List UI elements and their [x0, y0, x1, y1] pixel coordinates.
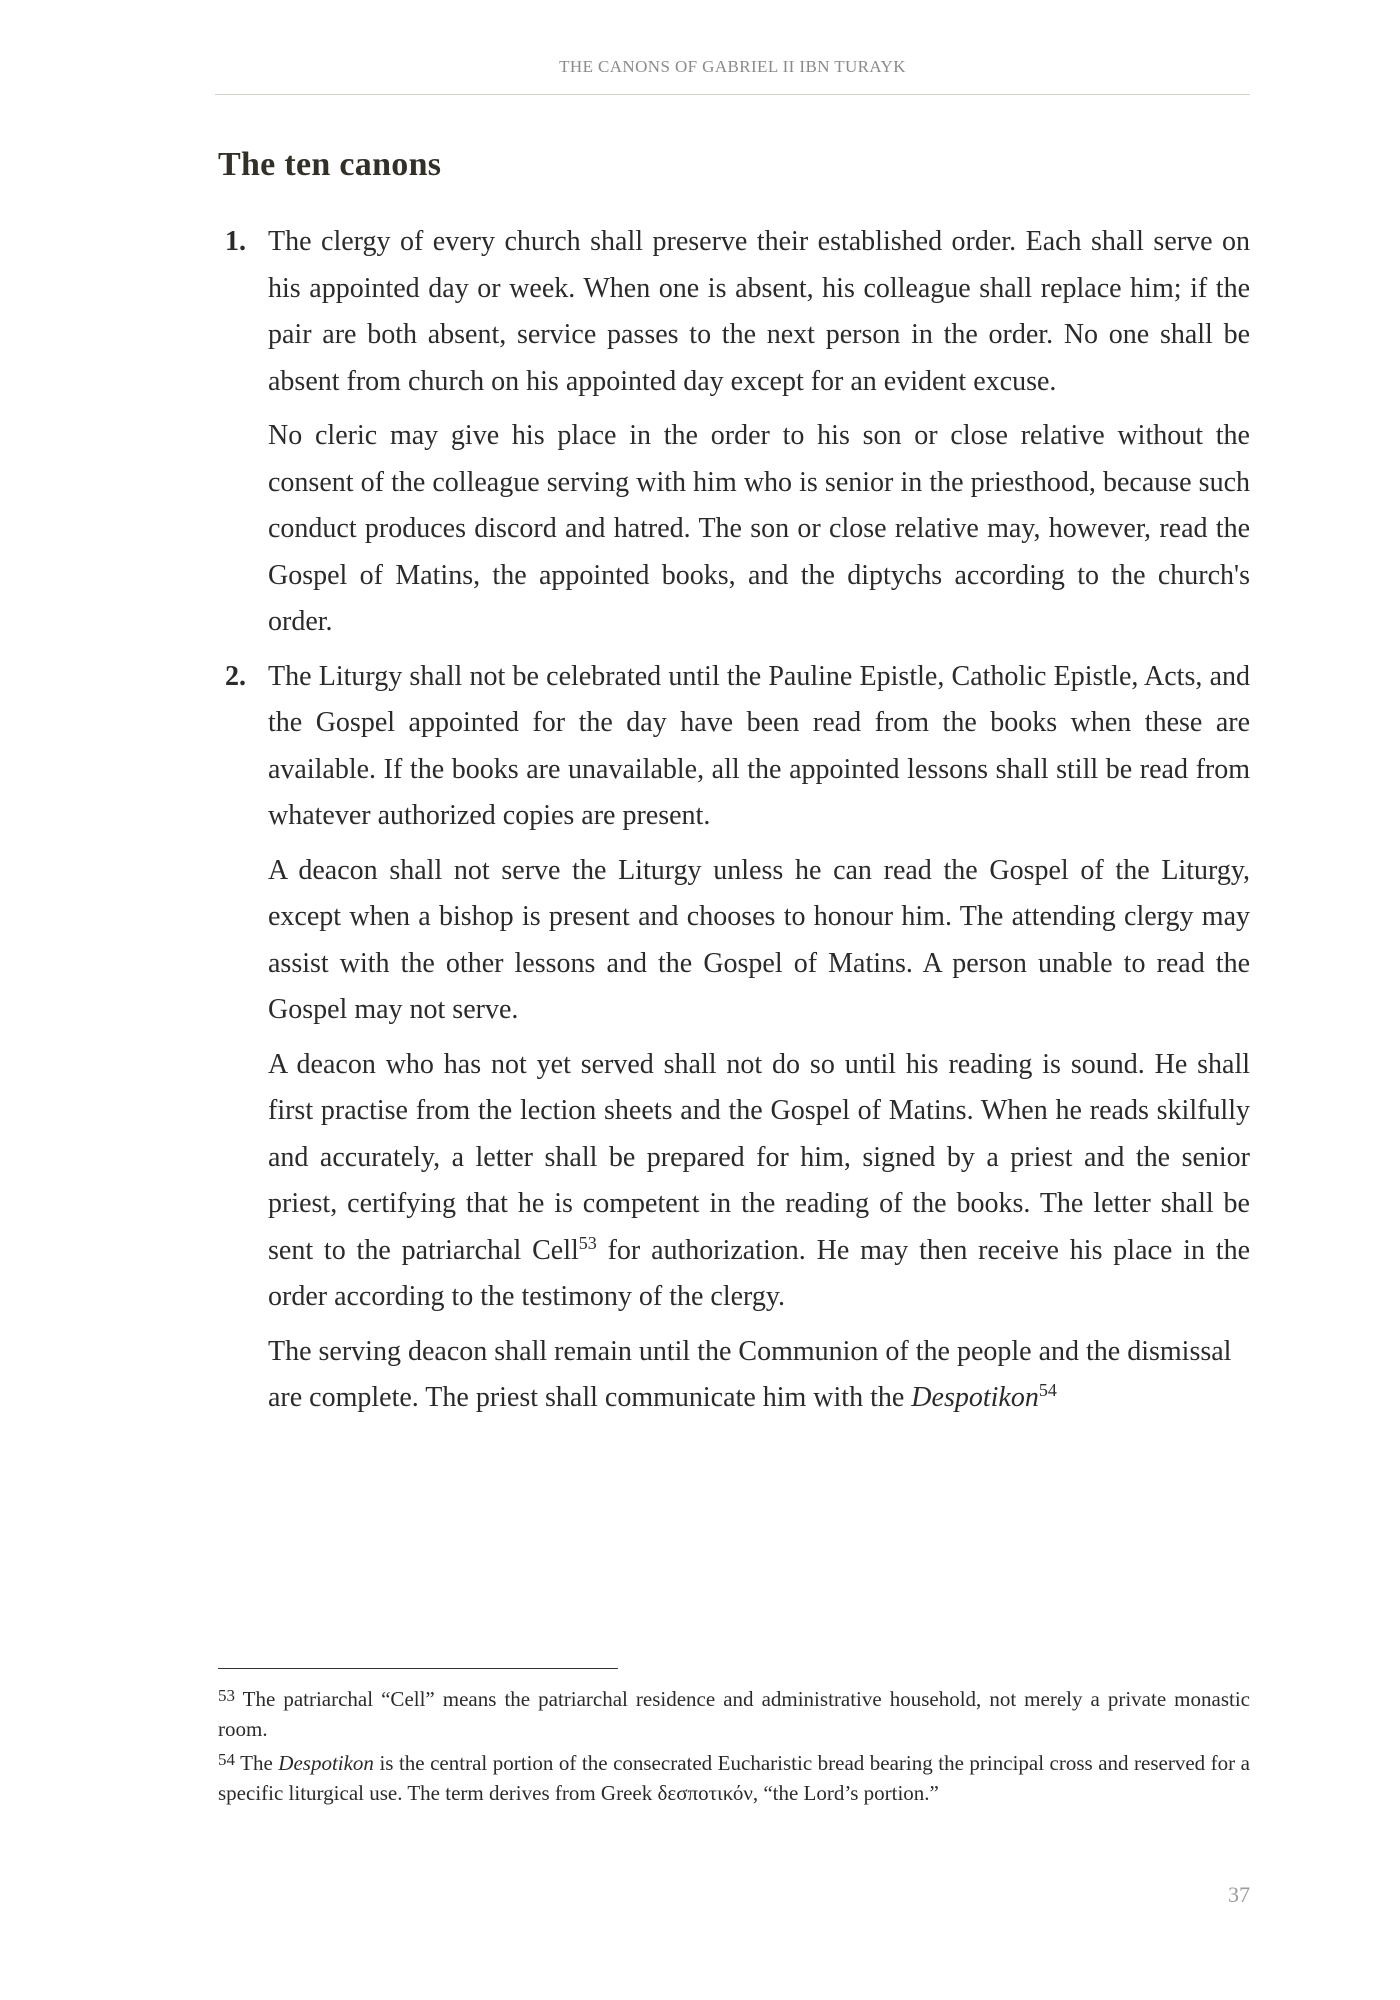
footnote-number: 54 — [218, 1750, 235, 1769]
footnote-reference[interactable]: 54 — [1038, 1380, 1057, 1400]
canon-number: 2. — [225, 660, 246, 692]
canon-paragraph: A deacon shall not serve the Liturgy unless he can read the Gospel of the Liturgy, except when a bishop is present and chooses to honour him. The attending clergy may assist with the other lessons and the Gospel of Matins. A person unable to read the Gospel may not serve. — [268, 854, 1250, 1025]
canon-2 — [225, 654, 1250, 1422]
footnote-53: $^{53}$ The patriarchal “Cell” means the patriarchal residence and administrative household, not merely a private monastic room. — [218, 1686, 1250, 1741]
canon-paragraph: The Liturgy shall not be celebrated until the Pauline Epistle, Catholic Epistle, Acts, and the Gospel appointed for the day have been read from the books when these are available. If the books are unavailable, all the appointed lessons shall still be read from whatever authorized copies are present. — [268, 660, 1250, 831]
canon-paragraph: The clergy of every church shall preserve their established order. Each shall serve on his appointed day or week. When one is absent, his colleague shall replace him; if the pair are both absent, service passes to the next person in the order. No one shall be absent from church on his appointed day except for an evident excuse. — [268, 226, 1250, 397]
page-number: 37 — [1228, 1882, 1250, 1907]
italic-term: Despotikon — [911, 1382, 1039, 1413]
footnote-rule — [218, 1668, 618, 1669]
footnote-54: $^{54}$ The Despotikon is the central portion of the consecrated Eucharistic bread bearing the principal cross and reserved for a specific liturgical use. The term derives from Greek δεσποτικόν, “the Lord’s portion.” — [218, 1750, 1250, 1805]
footnotes — [218, 1684, 1250, 1812]
canon-list — [225, 219, 1250, 1430]
canon-paragraph: No cleric may give his place in the order to his son or close relative without the consent of the colleague serving with him who is senior in the priesthood, because such conduct produces discord and hatred. The son or close relative may, however, read the Gospel of Matins, the appointed books, and the diptychs according to the church's order. — [268, 420, 1250, 637]
section-heading: The ten canons — [218, 146, 442, 183]
footnote-number: 53 — [218, 1686, 235, 1705]
footnote-reference[interactable]: 53 — [578, 1232, 597, 1253]
canon-1 — [225, 219, 1250, 646]
canon-paragraph: The serving deacon shall remain until the Communion of the people and the dismissal are complete. The priest shall communicate him with the Despotikon$^{54}$ — [268, 1335, 1232, 1413]
header-rule — [215, 94, 1250, 95]
running-header: THE CANONS OF GABRIEL II IBN TURAYK — [559, 57, 906, 76]
canon-paragraph: A deacon who has not yet served shall not do so until his reading is sound. He shall first practise from the lection sheets and the Gospel of Matins. When he reads skilfully and accurately, a letter shall be prepared for him, signed by a priest and the senior priest, certifying that he is competent in the reading of the books. The letter shall be sent to the patriarchal Cell$^{53}$ for authorization. He may then receive his place in the order according to the testimony of the clergy. — [268, 1048, 1250, 1312]
italic-term: Despotikon — [278, 1751, 374, 1775]
canon-number: 1. — [225, 226, 246, 257]
